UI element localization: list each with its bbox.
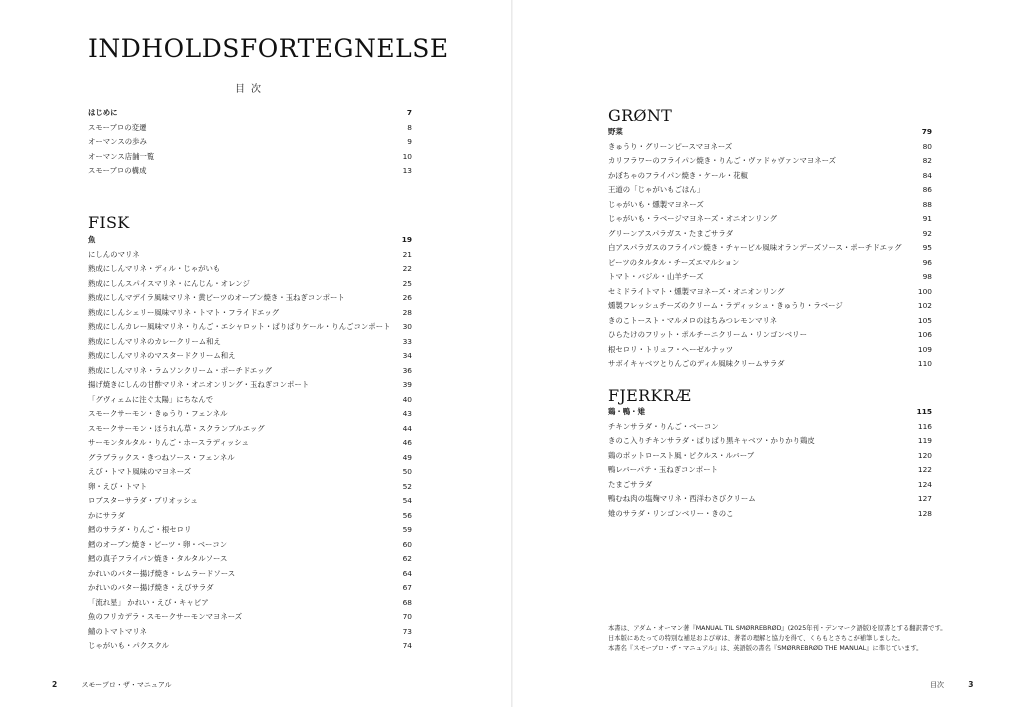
toc-entry-page: 25 (402, 278, 412, 288)
toc-entry-title: 鶏・鴨・雉 (608, 407, 645, 416)
toc-entry (88, 538, 412, 553)
toc-entry-title: 魚のフリカデラ・スモークサーモンマヨネーズ (88, 612, 243, 621)
toc-entry-page: 30 (402, 322, 412, 331)
toc-entry (88, 451, 412, 466)
toc-entry-title: ひらたけのフリット・ポルチーニクリーム・リンゴンベリー (608, 330, 807, 339)
toc-entry-title: 熟成にしんカレー風味マリネ・りんご・エシャロット・ぱりぱりケール・りんごコンポート (88, 322, 391, 331)
toc-entry-title: 揚げ焼きにしんの甘酢マリネ・オニオンリング・玉ねぎコンポート (88, 380, 310, 389)
toc-entry-title: 鱈の真子フライパン焼き・タルタルソース (88, 554, 228, 563)
chapter-label-footer: 目次 (930, 681, 944, 689)
toc-entry-page: 80 (922, 141, 932, 151)
toc-entry-title: 熟成にしんマリネ・ディル・じゃがいも (88, 264, 221, 273)
toc-entry-title: 「グヴィェムに注ぐ太陽」にちなんで (88, 394, 214, 404)
toc-entry-title: 燻製フレッシュチーズのクリーム・ラディッシュ・きゅうり・ラベージ (608, 301, 843, 310)
toc-entry (608, 198, 932, 213)
section-title-fisk: FISK (88, 213, 130, 232)
toc-entry-page: 52 (402, 481, 412, 491)
toc-entry-page: 122 (917, 465, 932, 474)
toc-entry-title: かにサラダ (88, 510, 125, 520)
toc-entry-title: スモークサーモン・きゅうり・フェンネル (88, 409, 228, 418)
toc-entry (608, 463, 932, 478)
toc-entry (608, 357, 932, 372)
toc-entry-page: 86 (922, 185, 932, 194)
toc-entry (608, 343, 932, 358)
toc-entry (608, 212, 932, 227)
toc-entry (88, 150, 412, 165)
toc-entry-page: 124 (917, 479, 932, 489)
toc-entry-page: 119 (917, 436, 932, 445)
toc-entry-page: 88 (922, 199, 932, 209)
toc-entry-page: 100 (917, 286, 932, 296)
toc-entry-title: 卵・えび・トマト (88, 481, 148, 491)
toc-fisk-list (88, 233, 412, 654)
toc-entry-title: オーマンス店舗一覧 (88, 151, 155, 161)
toc-entry (88, 306, 412, 321)
toc-entry-title: ロブスターサラダ・ブリオッシュ (88, 496, 198, 505)
toc-entry-title: きのこ入りチキンサラダ・ぱりぱり黒キャベツ・かりかり鶏皮 (608, 436, 815, 445)
toc-entry-title: 雉のサラダ・リンゴンベリー・きのこ (608, 508, 734, 518)
toc-entry-page: 26 (402, 293, 412, 302)
toc-entry-title: グラブラックス・きつねソース・フェンネル (88, 452, 235, 462)
toc-entry-page: 109 (917, 344, 932, 354)
toc-entry (88, 639, 412, 654)
toc-entry (608, 125, 932, 140)
toc-entry-title: きのこトースト・マルメロのはちみつレモンマリネ (608, 315, 778, 325)
book-title-footer: スモーブロ・ザ・マニュアル (81, 681, 172, 689)
toc-entry (88, 106, 412, 121)
toc-entry-title: かぼちゃのフライパン焼き・ケール・花椒 (608, 170, 748, 180)
toc-entry-page: 10 (402, 151, 412, 161)
toc-entry (88, 393, 412, 408)
toc-entry (608, 154, 932, 169)
toc-entry (608, 285, 932, 300)
toc-entry-title: カリフラワーのフライパン焼き・りんご・ヴァドゥヴァンマヨネーズ (608, 156, 837, 165)
toc-entry (608, 227, 932, 242)
toc-entry (608, 299, 932, 314)
toc-entry (88, 509, 412, 524)
toc-entry-page: 8 (407, 122, 412, 132)
toc-entry-title: トマト・バジル・山羊チーズ (608, 272, 704, 281)
toc-entry-page: 56 (402, 510, 412, 520)
toc-entry-title: はじめに (88, 108, 118, 117)
toc-entry-page: 59 (402, 525, 412, 534)
toc-entry (88, 552, 412, 567)
toc-entry (88, 567, 412, 582)
toc-entry-page: 95 (922, 243, 932, 252)
toc-entry (88, 596, 412, 611)
toc-entry-page: 36 (402, 365, 412, 375)
toc-entry-page: 120 (917, 450, 932, 460)
toc-entry-title: 熟成にしんマリネのカレークリーム和え (88, 336, 221, 346)
toc-entry-page: 92 (922, 228, 932, 238)
toc-entry (88, 378, 412, 393)
toc-entry-title: サボイキャベツとりんごのディル風味クリームサラダ (608, 359, 785, 368)
note-line: 日本版にあたっての特別な補足および章は、著者の理解と協力を得て、くらもとさちこが補筆しました。 (608, 635, 904, 642)
toc-entry-page: 98 (922, 272, 932, 281)
toc-entry-page: 46 (402, 438, 412, 447)
toc-entry-page: 40 (402, 394, 412, 404)
section-title-gront: GRØNT (608, 106, 673, 125)
toc-entry-title: サーモンタルタル・りんご・ホースラディッシュ (88, 438, 249, 447)
toc-entry-title: スモークサーモン・ほうれん草・スクランブルエッグ (88, 423, 265, 433)
toc-entry-page: 28 (402, 307, 412, 317)
toc-entry (608, 449, 932, 464)
toc-entry-title: 鴨レバーパテ・玉ねぎコンポート (608, 465, 718, 474)
toc-entry-page: 7 (406, 108, 412, 117)
toc-entry-title: 熟成にしんマデイラ風味マリネ・黄ビーツのオーブン焼き・玉ねぎコンポート (88, 293, 345, 302)
toc-entry (88, 135, 412, 150)
toc-entry (88, 480, 412, 495)
toc-entry (88, 625, 412, 640)
toc-intro-list (88, 106, 412, 179)
toc-entry (608, 183, 932, 198)
toc-entry (88, 364, 412, 379)
toc-gront-list (608, 125, 932, 372)
note-line: 本書名『スモーブロ・ザ・マニュアル』は、英語版の書名『SMØRREBRØD THE MANUAL』に準じています。 (608, 645, 923, 652)
toc-entry-page: 39 (402, 380, 412, 389)
toc-entry (88, 291, 412, 306)
toc-entry-page: 68 (402, 597, 412, 607)
toc-entry-title: グリーンアスパラガス・たまごサラダ (608, 228, 734, 238)
toc-entry (88, 349, 412, 364)
page-subtitle: 目次 (235, 84, 267, 95)
toc-entry-title: 鱈のオーブン焼き・ビーツ・卵・ベーコン (88, 539, 228, 549)
toc-entry-title: 魚 (88, 235, 96, 244)
toc-entry-page: 82 (922, 156, 932, 165)
toc-entry (88, 262, 412, 277)
toc-entry-page: 96 (922, 257, 932, 267)
toc-entry-page: 13 (402, 166, 412, 175)
toc-entry (88, 164, 412, 179)
toc-entry-page: 127 (917, 494, 932, 503)
toc-entry-page: 106 (917, 330, 932, 339)
page-gutter (511, 0, 513, 707)
toc-entry-title: 熟成にしんマリネ・ラムソンクリーム・ポーチドエッグ (88, 365, 272, 375)
toc-entry-page: 49 (402, 452, 412, 462)
toc-entry-page: 84 (922, 170, 932, 180)
toc-entry-page: 102 (917, 301, 932, 310)
toc-entry-title: かれいのバター揚げ焼き・えびサラダ (88, 583, 214, 592)
toc-entry-page: 115 (916, 407, 932, 416)
toc-entry-title: 熟成にしんシェリー風味マリネ・トマト・フライドエッグ (88, 307, 280, 317)
toc-entry-title: きゅうり・グリーンピースマヨネーズ (608, 141, 733, 151)
toc-entry-page: 22 (402, 264, 412, 273)
toc-entry (88, 248, 412, 263)
toc-entry (88, 494, 412, 509)
toc-entry (88, 277, 412, 292)
toc-entry (608, 478, 932, 493)
toc-entry-title: スモーブロの変遷 (88, 122, 147, 132)
toc-entry-title: オーマンスの歩み (88, 137, 147, 146)
toc-entry (88, 610, 412, 625)
toc-entry (608, 507, 932, 522)
translation-notes (608, 624, 948, 654)
footer-right (930, 680, 973, 690)
toc-entry-page: 116 (917, 421, 932, 431)
toc-entry (88, 523, 412, 538)
toc-entry-title: 熟成にしんマリネのマスタードクリーム和え (88, 351, 236, 360)
toc-entry-page: 9 (407, 137, 412, 146)
toc-entry (608, 405, 932, 420)
note-line: 本書は、アダム・オーマン著『MANUAL TIL SMØRREBRØD』(2025年刊・デンマーク語版)を原書とする翻訳書です。 (608, 625, 947, 632)
toc-entry-title: 王道の「じゃがいもごはん」 (608, 185, 705, 194)
toc-entry-title: 白アスパラガスのフライパン焼き・チャービル風味オランデーズソース・ポーチドエッグ (608, 243, 902, 252)
toc-entry-title: セミドライトマト・燻製マヨネーズ・オニオンリング (608, 286, 785, 296)
toc-entry-page: 44 (402, 423, 412, 433)
toc-entry-page: 19 (401, 235, 412, 244)
toc-entry-page: 50 (402, 467, 412, 476)
toc-entry-title: えび・トマト風味のマヨネーズ (88, 467, 192, 476)
toc-entry-title: 鯖のトマトマリネ (88, 626, 147, 636)
toc-entry (608, 169, 932, 184)
toc-entry (608, 256, 932, 271)
toc-entry (608, 328, 932, 343)
toc-entry-title: 鱈のサラダ・りんご・根セロリ (88, 525, 192, 534)
toc-entry-title: にしんのマリネ (88, 249, 140, 259)
right-page-number: 3 (968, 680, 974, 689)
toc-entry-page: 128 (917, 508, 932, 518)
toc-entry (608, 314, 932, 329)
toc-entry-page: 74 (402, 641, 412, 650)
page-title: INDHOLDSFORTEGNELSE (88, 34, 449, 63)
toc-entry (88, 233, 412, 248)
toc-entry-page: 34 (402, 351, 412, 360)
section-title-fjerkrae: FJERKRÆ (608, 386, 692, 405)
toc-entry-page: 79 (921, 127, 932, 136)
toc-entry (608, 270, 932, 285)
toc-entry-page: 70 (402, 612, 412, 621)
toc-entry (608, 492, 932, 507)
toc-entry-title: じゃがいも・パクスクル (88, 641, 170, 650)
toc-entry (88, 335, 412, 350)
toc-entry-page: 73 (402, 626, 412, 636)
toc-entry-page: 110 (917, 359, 932, 368)
toc-entry (608, 140, 932, 155)
toc-entry-page: 67 (402, 583, 412, 592)
toc-entry-title: たまごサラダ (608, 479, 653, 489)
toc-entry-page: 64 (402, 568, 412, 578)
toc-entry (88, 407, 412, 422)
toc-entry-page: 105 (917, 315, 932, 325)
toc-entry-page: 54 (402, 496, 412, 505)
toc-entry-page: 21 (402, 249, 412, 259)
toc-entry-title: かれいのバター揚げ焼き・レムラードソース (88, 568, 236, 578)
toc-entry-page: 91 (922, 214, 932, 223)
toc-entry-page: 33 (402, 336, 412, 346)
toc-entry-title: 「流れ星」 かれい・えび・キャビア (88, 597, 209, 607)
toc-entry-page: 62 (402, 554, 412, 563)
toc-entry-page: 43 (402, 409, 412, 418)
toc-entry-title: じゃがいも・燻製マヨネーズ (608, 199, 704, 209)
toc-entry (88, 320, 412, 335)
toc-entry-title: 野菜 (608, 127, 623, 136)
toc-entry (88, 465, 412, 480)
toc-entry (608, 420, 932, 435)
toc-entry-title: 熟成にしんスパイスマリネ・にんじん・オレンジ (88, 278, 250, 288)
toc-entry (88, 436, 412, 451)
toc-entry-title: 根セロリ・トリュフ・ヘーゼルナッツ (608, 344, 734, 354)
toc-entry (608, 434, 932, 449)
toc-entry-page: 60 (402, 539, 412, 549)
footer-left (52, 680, 172, 690)
toc-entry (88, 581, 412, 596)
toc-entry (608, 241, 932, 256)
toc-entry-title: ビーツのタルタル・チーズエマルション (608, 257, 740, 267)
left-page-number: 2 (52, 680, 58, 689)
toc-entry-title: 鴨むね肉の塩麹マリネ・西洋わさびクリーム (608, 494, 756, 503)
toc-fjerkrae-list (608, 405, 932, 521)
toc-entry (88, 422, 412, 437)
toc-entry-title: チキンサラダ・りんご・ベーコン (608, 421, 719, 431)
toc-entry (88, 121, 412, 136)
toc-entry-title: じゃがいも・ラベージマヨネーズ・オニオンリング (608, 214, 778, 223)
toc-entry-title: スモーブロの構成 (88, 166, 147, 175)
toc-entry-title: 鶏のポットロースト風・ピクルス・ルバーブ (608, 450, 755, 460)
